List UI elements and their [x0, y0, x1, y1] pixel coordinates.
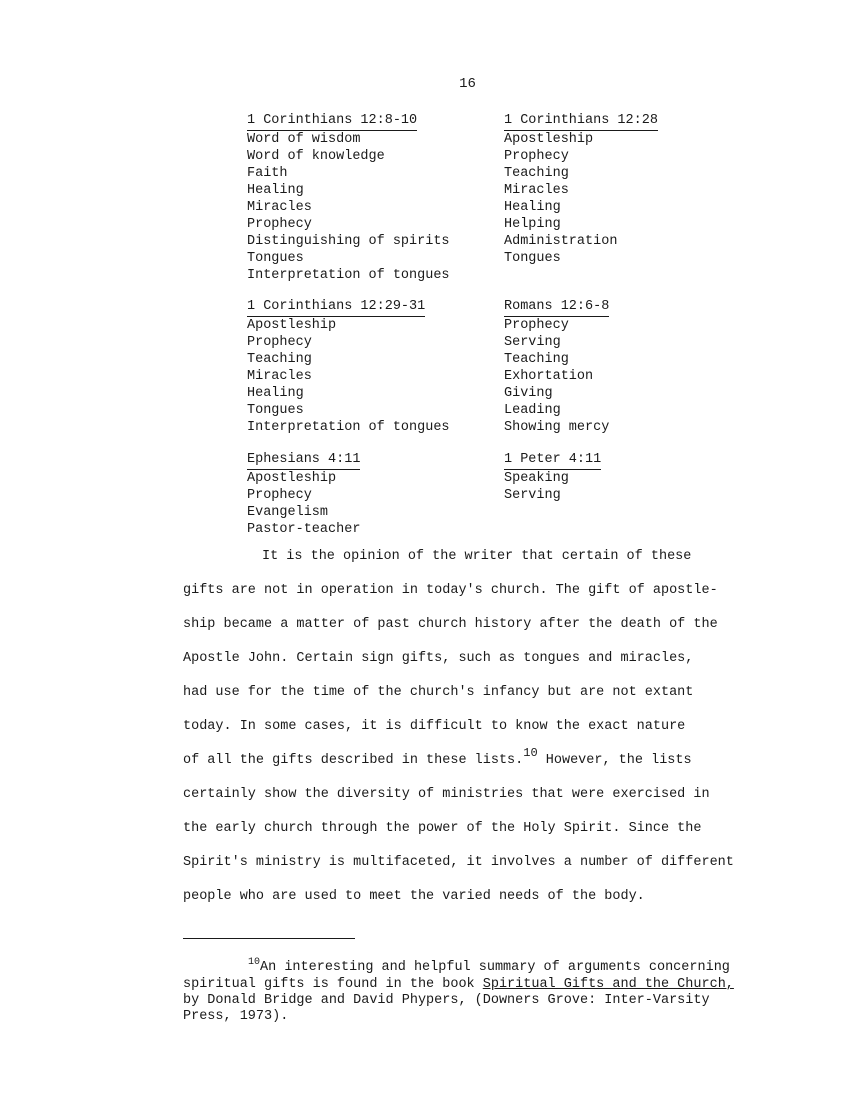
list-heading: 1 Corinthians 12:28	[504, 112, 658, 131]
list-item: Miracles	[247, 369, 312, 384]
body-line: ship became a matter of past church history after the death of the	[183, 617, 718, 632]
list-item: Teaching	[504, 166, 569, 181]
list-item: Prophecy	[247, 217, 312, 232]
list-item: Speaking	[504, 471, 569, 486]
body-line: It is the opinion of the writer that certain of these	[262, 549, 692, 564]
list-item: Distinguishing of spirits	[247, 234, 450, 249]
footnote-line	[183, 957, 803, 977]
list-item: Word of wisdom	[247, 132, 361, 147]
list-heading: Romans 12:6-8	[504, 298, 609, 317]
list-item: Serving	[504, 335, 561, 350]
footnote-line: Press, 1973).	[183, 1009, 289, 1024]
body-line-tail: However, the lists	[537, 753, 692, 768]
list-item: Interpretation of tongues	[247, 420, 450, 435]
body-line-text: of all the gifts described in these lists.	[183, 753, 524, 768]
list-item: Healing	[247, 386, 304, 401]
footnote-divider	[183, 938, 355, 939]
list-item: Pastor-teacher	[247, 522, 361, 537]
list-item: Interpretation of tongues	[247, 268, 450, 283]
body-line: gifts are not in operation in today's church. The gift of apostle-	[183, 583, 718, 598]
list-item: Miracles	[504, 183, 569, 198]
gift-list-1cor-12-29	[247, 298, 450, 436]
body-line: the early church through the power of the Holy Spirit. Since the	[183, 821, 702, 836]
list-item: Tongues	[504, 251, 561, 266]
gift-list-1cor-12-28	[504, 112, 658, 267]
list-item: Prophecy	[504, 149, 569, 164]
list-heading: 1 Corinthians 12:8-10	[247, 112, 417, 131]
list-item: Apostleship	[247, 471, 337, 486]
list-item: Teaching	[247, 352, 312, 367]
body-line	[183, 746, 692, 768]
gift-list-1peter-4	[504, 451, 601, 504]
footnote-text: spiritual gifts is found in the book	[183, 977, 483, 992]
gift-list-romans-12	[504, 298, 609, 436]
list-item: Tongues	[247, 251, 304, 266]
list-item: Apostleship	[504, 132, 594, 147]
list-item: Miracles	[247, 200, 312, 215]
list-item: Prophecy	[247, 488, 312, 503]
list-heading: 1 Peter 4:11	[504, 451, 601, 470]
list-item: Tongues	[247, 403, 304, 418]
list-item: Apostleship	[247, 318, 337, 333]
footnote-reference: 10	[523, 746, 538, 760]
body-line: Apostle John. Certain sign gifts, such as tongues and miracles,	[183, 651, 694, 666]
book-title: Spiritual Gifts and the Church,	[482, 977, 734, 992]
list-item: Prophecy	[247, 335, 312, 350]
body-line: Spirit's ministry is multifaceted, it involves a number of different	[183, 855, 734, 870]
footnote-marker: 10	[248, 957, 261, 968]
list-item: Administration	[504, 234, 618, 249]
list-item: Healing	[504, 200, 561, 215]
footnote	[183, 957, 803, 1025]
list-item: Serving	[504, 488, 561, 503]
body-line: certainly show the diversity of ministries that were exercised in	[183, 787, 710, 802]
list-item: Prophecy	[504, 318, 569, 333]
list-item: Leading	[504, 403, 561, 418]
list-item: Word of knowledge	[247, 149, 385, 164]
footnote-line	[183, 977, 803, 993]
list-item: Showing mercy	[504, 420, 610, 435]
list-item: Helping	[504, 217, 561, 232]
list-item: Exhortation	[504, 369, 594, 384]
list-item: Evangelism	[247, 505, 329, 520]
footnote-line: by Donald Bridge and David Phypers, (Downers Grove: Inter-Varsity	[183, 993, 710, 1008]
list-item: Teaching	[504, 352, 569, 367]
gift-list-1cor-12-8	[247, 112, 450, 284]
list-item: Healing	[247, 183, 304, 198]
gift-list-ephesians-4	[247, 451, 360, 538]
list-item: Faith	[247, 166, 288, 181]
body-line: had use for the time of the church's infancy but are not extant	[183, 685, 694, 700]
list-heading: 1 Corinthians 12:29-31	[247, 298, 425, 317]
page-number: 16	[459, 76, 476, 92]
footnote-text: An interesting and helpful summary of arguments concerning	[260, 960, 730, 975]
body-line: people who are used to meet the varied needs of the body.	[183, 889, 645, 904]
body-line: today. In some cases, it is difficult to know the exact nature	[183, 719, 686, 734]
list-item: Giving	[504, 386, 553, 401]
list-heading: Ephesians 4:11	[247, 451, 360, 470]
